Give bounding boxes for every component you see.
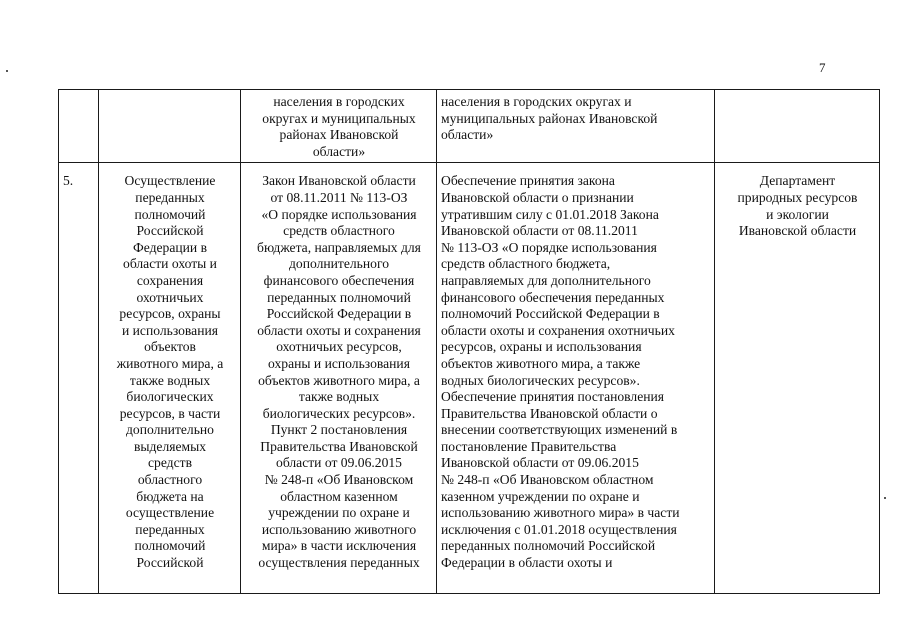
cell-measure (437, 163, 715, 594)
cell-responsible (715, 163, 880, 594)
measures-table (58, 89, 880, 594)
cell-responsible-text: Департамент природных ресурсов и экологии Ивановской области (737, 173, 858, 239)
cell-legal-act-text: Закон Ивановской области от 08.11.2011 № 113-ОЗ «О порядке использования средств областного бюджета, направляемых для дополнительного финансового обеспечения переданных полномочий Российской Федерации в области охоты и сохранения охотничьих ресурсов, охраны и использования объектов животного мира, а также водных биологических ресурсов». Пункт 2 постановления Правительства Ивановской области от 09.06.2015 № 248-п «Об Ивановском областном казенном учреждении по охране и использованию животного мира» в части исключения осуществления переданных (257, 173, 421, 571)
cell-subject (99, 90, 241, 163)
cell-number (59, 90, 99, 163)
cell-responsible (715, 90, 880, 163)
page-number: 7 (819, 60, 826, 75)
cell-number (59, 163, 99, 594)
cell-legal-act (241, 90, 437, 163)
cell-subject (99, 163, 241, 594)
cell-measure-text: населения в городских округах и муниципальных районах Ивановской области» (441, 94, 658, 143)
cell-number-text: 5. (63, 173, 74, 189)
cell-measure-text: Обеспечение принятия закона Ивановской области о признании утратившим силу с 01.01.2018 Закона Ивановской области от 08.11.2011 № 113-ОЗ «О порядке использования средств областного бюджета, направляемых для дополнительного финансового обеспечения переданных полномочий Российской Федерации в области охоты и сохранения охотничьих ресурсов, охраны и использования объектов животного мира, а также водных биологических ресурсов». Обеспечение принятия постановления Правительства Ивановской области о внесении соответствующих изменений в постановление Правительства Ивановской области от 09.06.2015 № 248-п «Об Ивановском областном казенном учреждении по охране и использованию животного мира» в части исключения с 01.01.2018 осуществления переданных полномочий Российской Федерации в области охоты и (441, 173, 680, 571)
scan-speck (6, 70, 8, 72)
cell-subject-text: Осуществление переданных полномочий Российской Федерации в области охоты и сохранения охотничьих ресурсов, охраны и использования объектов животного мира, а также водных биологических ресурсов, в части дополнительно выделяемых средств областного бюджета на осуществление переданных полномочий Российской (116, 173, 224, 571)
cell-legal-act (241, 163, 437, 594)
table-row-continued (59, 90, 880, 163)
cell-measure (437, 90, 715, 163)
cell-legal-act-text: населения в городских округах и муниципальных районах Ивановской области» (262, 94, 416, 159)
scan-speck (884, 497, 886, 499)
table-row-5 (59, 163, 880, 594)
